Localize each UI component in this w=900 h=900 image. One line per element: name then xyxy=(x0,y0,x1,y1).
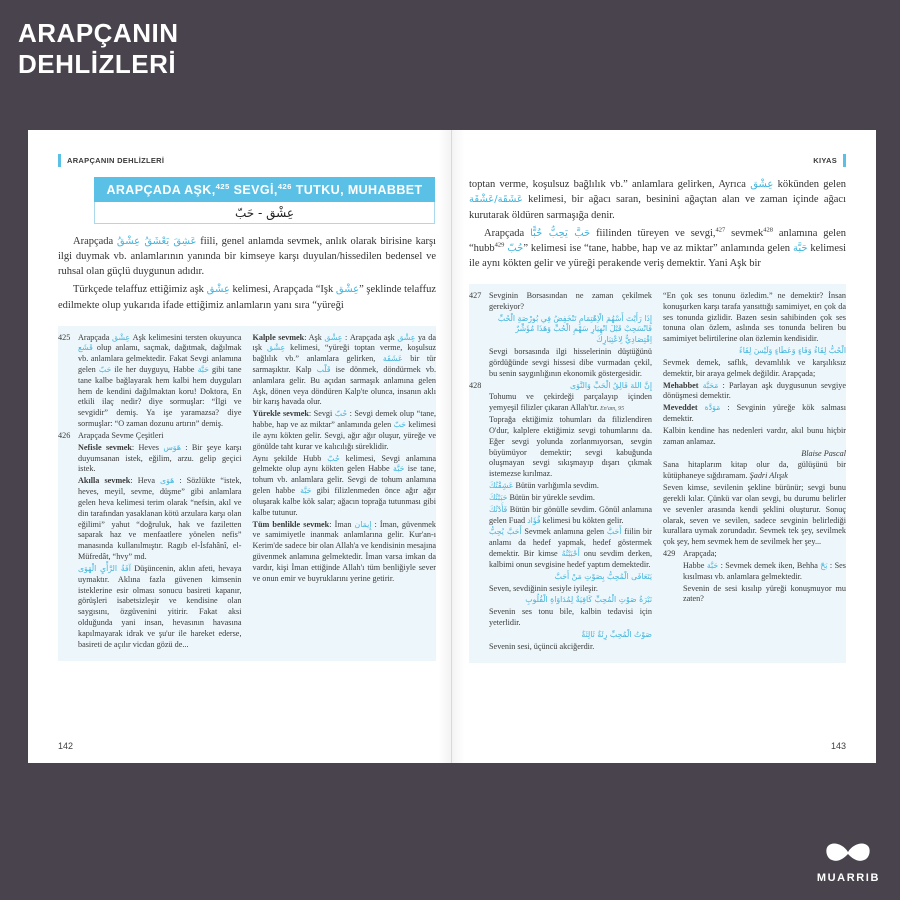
text-run: ” şeklinde telaffuz edilmekte olup yukarıda ifade ettiğimiz anlamların yanı sıra “yüreği xyxy=(58,284,436,311)
text-run: Seven, sevdiğinin sesiyle iyileşir. xyxy=(489,583,598,593)
chapter-banner-title xyxy=(94,177,435,202)
text-run: Meveddet xyxy=(663,403,705,413)
arabic-term: بَحّ xyxy=(820,560,828,570)
text-run: olup anlamı, saçmak, dağıtmak, dağılmak vb. anlamlara gelmektedir. Fakat Sevgi anlamına gelen xyxy=(78,343,242,374)
paragraph xyxy=(469,226,846,272)
text-run: : Bir şeye karşı duyumsanan istek, eğilim, arzu. gelip geçici istek. xyxy=(78,442,242,474)
text-run: kelimesi ile aynı kökten gelir ve yüreği perakende veriş demektir. Yani Aşk bir xyxy=(469,242,847,269)
footnotes-left xyxy=(58,326,436,661)
paragraph xyxy=(253,333,437,409)
book-spread xyxy=(28,130,876,763)
text-run: bir tür sarmaşıktır. Kalp xyxy=(252,354,436,374)
paragraph xyxy=(663,584,846,606)
footnote-number: 427 xyxy=(469,291,482,300)
arabic-term: حَبَّة xyxy=(300,486,312,496)
text-run: : Sevgi xyxy=(308,409,335,419)
text-run: : Aşk xyxy=(304,332,325,342)
text-run: Bütün varlığımla sevdim. xyxy=(513,481,599,491)
paragraph xyxy=(469,527,652,570)
chapter-banner xyxy=(94,177,435,224)
text-run: Kalple sevmek xyxy=(252,332,305,342)
arabic-term: إِنَّ اللهَ فَالِقُ الْحَبِّ وَالنَّوَى xyxy=(570,380,652,390)
text-run: Tohumu ve çekirdeği parçalayıp içinden yemyeşil filizler çıkaran Allah'tır. xyxy=(489,392,652,413)
text-run: anlamına gelen “hubb xyxy=(469,227,846,254)
muarrib-logo-icon xyxy=(825,842,871,866)
arabic-term: آفَةُ الرَّأْيِ الْهَوَى xyxy=(78,563,131,573)
page-number-left: 142 xyxy=(58,741,74,751)
arabic-term: صَوْتُ الْمُحِبِّ رِئَةٌ ثَالِثَةٌ xyxy=(581,629,652,639)
arabic-term: فُؤَاد xyxy=(527,515,541,525)
arabic-term: حَبَّة xyxy=(706,560,719,570)
text-run: Arapçada xyxy=(78,332,112,342)
arabic-term: عَشِقَ يَعْشَقُ عِشْقُ xyxy=(116,236,197,247)
paragraph xyxy=(58,282,436,312)
text-run: ya da ışk xyxy=(252,332,436,353)
text-run: : Arapçada aşk xyxy=(342,332,398,342)
text-run: Seven kimse, sevilenin şekline bürünür; sevgi bunu gerekli kılar. Çünkü var olan sevgi, bu durumu belirler ve sevenler arasında kendi şeklini oluşturur. Sonuç olarak, seven ve sevilen, sadece sevginin belirlediği kurallara uymak zorundadır. Sevmek tek şey, sevilmek çok şey, hem sevmek hem de sevilmek her şey... xyxy=(663,483,846,547)
footnote xyxy=(663,549,846,560)
paragraph xyxy=(663,561,846,583)
arabic-term: حَبّ xyxy=(98,364,112,374)
text-run: Habbe xyxy=(683,560,707,570)
paragraph xyxy=(469,347,652,379)
paragraph xyxy=(663,403,846,425)
paragraph xyxy=(663,449,846,460)
text-run: ise tane, tohum vb. anlamlara gelir. Sevgi de tohum anlamına gelen habbe xyxy=(252,464,437,496)
logo-wordmark: MUARRIB xyxy=(816,872,880,884)
paragraph xyxy=(469,415,652,480)
text-run: Düşüncenin, aklın afeti, hevaya uymaktır. Aklına fazla güvenen kimsenin isteklerine esir olması sonucu basireti kapanır, görüşleri isabetsizleşir ve kendisine olan saygısını, özgüvenini yitirir. Fakat aksi olduğunda yani insan, hevasının havasına kapılmayarak idrak ve şu'ur ile hareket ederse, basireti de açılır vicdan gözü de... xyxy=(78,563,242,649)
publisher-logo xyxy=(817,842,880,884)
text-run: 425 xyxy=(215,181,230,191)
body-text-left xyxy=(58,234,436,313)
text-run: Mehabbet xyxy=(663,380,703,390)
paragraph xyxy=(58,234,436,279)
text-run: Yürekle sevmek xyxy=(252,409,309,419)
text-run: Bütün bir gönülle sevdim. Gönül anlamına gelen Fuad xyxy=(489,504,652,525)
paragraph xyxy=(469,493,652,504)
paragraph xyxy=(58,564,242,651)
text-run: Sana hitaplarım kitap olur da, gülüşünü bir kütüphaneye sığdıramam. xyxy=(663,460,846,481)
text-run: kelimesi, “yüreği toptan verme, koşulsuz bağlılık vb.” anlamlara gelirken, xyxy=(252,343,436,364)
arabic-term: هَوَس xyxy=(163,442,181,452)
footnote-column-2 xyxy=(253,333,437,652)
text-run: : Ses kısılması vb. anlamlara gelmektedir. xyxy=(683,560,846,581)
arabic-term: نَبْرَةُ صَوْتِ الْمُحِبِّ كَافِيَةٌ لِمُدَاوَاةِ الْقُلُوبِ xyxy=(525,595,652,605)
text-run: Arapçada xyxy=(73,236,117,247)
footnote xyxy=(469,381,652,392)
paragraph xyxy=(469,481,652,492)
text-run: toptan verme, koşulsuz bağlılık vb.” anlamlara gelirken, Ayrıca xyxy=(469,179,751,190)
text-run: Sevgi borsasında ilgi hisselerinin düştüğünü gördüğünde sevgi hissesi dibe vurmadan çekil, bu senin saygınlığının ekonomik göstergesidir. xyxy=(489,347,652,378)
text-run: Blaise Pascal xyxy=(801,448,846,458)
text-run: En'am, 95 xyxy=(598,406,625,413)
arabic-term: عِشْق xyxy=(206,284,230,296)
text-run: kökünden gelen xyxy=(773,179,846,190)
footnote-number: 429 xyxy=(663,549,676,559)
arabic-term: حَبَّة xyxy=(393,464,405,474)
arabic-term: هَوَى xyxy=(160,476,175,486)
arabic-term: حَبَّة xyxy=(197,364,209,374)
arabic-term: قَشَع xyxy=(78,343,93,353)
paragraph xyxy=(663,483,846,548)
paragraph xyxy=(58,476,242,563)
paragraph xyxy=(469,595,652,606)
footnote-number: 425 xyxy=(58,332,71,342)
paragraph xyxy=(469,505,652,527)
footnote-column-1 xyxy=(469,291,652,654)
text-run: : Parlayan aşk duygusunun sevgiye dönüşmesi demektir. xyxy=(663,380,847,401)
header-accent-bar xyxy=(843,154,846,167)
text-run: Sevginin Borsasından ne zaman çekilmek gerekiyor? xyxy=(489,291,652,311)
text-run: Nefisle sevmek xyxy=(78,442,132,452)
text-run: Tüm benlikle sevmek xyxy=(252,519,330,529)
arabic-term: عِشْق xyxy=(111,332,131,342)
text-run: Bütün bir yürekle sevdim. xyxy=(507,492,595,502)
text-run: ile her duyguyu, Habbe xyxy=(111,364,198,374)
text-run: : Sevmek demek iken, Behha xyxy=(718,560,821,570)
text-run: Şadri Alışık xyxy=(749,471,788,481)
arabic-term: الْحُبُّ لِقَاءُ وَفَاءٍ وَعَطَاءٍ وَلَيْسَ لِقَاءً xyxy=(739,346,846,356)
arabic-term: عَشِقْتُكَ xyxy=(489,481,514,491)
footnote-column-1 xyxy=(58,333,242,652)
text-run: Kalbin kendine has nedenleri vardır, akıl bunu hiçbir zaman anlamaz. xyxy=(663,425,846,446)
text-run: Aşk kelimesini tersten okuyunca xyxy=(130,332,242,342)
arabic-term: مَحَبَّة xyxy=(702,380,719,390)
text-run: Aynı şekilde Hubb xyxy=(252,453,328,463)
text-run: 427 xyxy=(715,226,726,233)
text-run: 429 xyxy=(494,241,505,249)
text-run: Sevmek demek, saflık, devamlılık ve karşılıksız demektir, bir araya gelmek değildir. Arapçada; xyxy=(663,357,846,378)
text-run: : Sevginin yüreğe kök salması demektir. xyxy=(663,403,846,424)
text-run: sevmek xyxy=(725,227,764,239)
text-run: 428 xyxy=(763,226,773,233)
text-run: kelimesi, Sevgi anlamına gelmekte olup aynı kökten gelen Habbe xyxy=(252,453,436,474)
text-run: fiilinden türeyen ve sevgi, xyxy=(590,227,716,239)
viewer-title-line2: DEHLİZLERİ xyxy=(18,48,177,79)
arabic-term: يَتَعَافَى الْمُحِبُّ بِصَوْتِ مَنْ أَحَبَّ xyxy=(554,571,652,581)
arabic-term: قَلْب xyxy=(316,364,331,374)
arabic-term: عِشْق xyxy=(397,332,416,342)
arabic-term: حُبّ xyxy=(507,242,524,254)
arabic-term: فَأَدْتُكَ xyxy=(489,504,508,514)
paragraph xyxy=(663,291,846,345)
text-run: : İman, güvenmek ve samimiyetle inanmak anlamlarına gelir. Kur'an-ı Kerim'de sadece bir olan Allah'a ve kendisinin mesajına güvenmek anlamına gelmektedir. İman varsa imkan da vardır, kişi İman ettiğinde Allah'ı tüm benliğiyle sever ve onun emir ve buyruklarını yerine getirir. xyxy=(252,519,437,583)
arabic-term: حُبّ xyxy=(334,409,348,419)
arabic-term: إِيمَان xyxy=(354,519,372,529)
text-run: ise dönmek, döndürmek vb. anlamlara gelir. Bu açıdan sarmaşık anlamına gelen Aşk, dönen veya döndüren Kalp'te olunca, insanın aklı bir karış havada olur. xyxy=(252,364,437,407)
page-left xyxy=(28,130,452,763)
paragraph xyxy=(663,426,846,448)
text-run: gibi filizlenmeden önce ağır ağır oluşarak kalbe kök salar; ağacın toprağa tutunması gibi kalbe tutunur. xyxy=(252,486,436,517)
text-run: TUTKU, MUHABBET xyxy=(291,183,423,197)
arabic-term: عِشْق xyxy=(324,332,343,342)
arabic-term: إِذَا رَأَيْتَ أَسْهُمَ الْاِهْتِمَامِ تَنْخَفِضُ فِي بُورْصَةِ الْحُبِّ فَانْسَحِبْ قَبْلَ انْهِيَارِ سَهْمِ الْحُبِّ وَهَذَا مُؤَشِّرٌ اِقْتِصَادِيٌّ لِاعْتِبَارِكَ xyxy=(497,313,652,345)
header-accent-bar xyxy=(58,154,61,167)
paragraph xyxy=(253,409,437,452)
arabic-term: عِشْق xyxy=(267,343,286,353)
paragraph xyxy=(663,358,846,380)
arabic-term: حُبّ xyxy=(327,453,340,463)
text-run: Arapçada Sevme Çeşitleri xyxy=(78,430,164,440)
footnote xyxy=(469,291,652,313)
arabic-term: حَبّ xyxy=(393,420,406,430)
running-header-right xyxy=(469,154,846,167)
text-run: fiili, genel anlamda sevmek, anlık olarak birisine karşı ilgi duymak vb. anlamlarının yanında bir kimseye karşı duyulan/hissedilen bedensel ve ruhsal olan güçlü duygunun adıdır. xyxy=(58,236,436,278)
text-run: gibi tane tane kalbe bağlayarak hem kalbi hem duyguları hem de kendini dağılmaktan koru! Doktora, En etkili ilaç nedir? diye sormuşlar: “İlgi ve sevgidir” demiş. Ya işe yaramazsa? diye sormuşlar: “O zaman dozunu artırın” demiş. xyxy=(78,364,242,429)
text-run: onu sevdim derken, kalbimi onun sevgisine hedef yaptım demektedir. xyxy=(489,549,652,569)
arabic-term: عَشَقَة/عَشْقَة xyxy=(469,194,523,206)
text-run: “En çok ses tonunu özledim.” ne demektir? İnsan konuşurken karşı tarafa yansıttığı samimiyet, en çok da ses tonunda gizlidir. Bazen sesin sahibinden çok ses tonuna olan özlem, aslında ses tonunda beliren bu samimiyet belirtilerine olan özlemin kendisidir. xyxy=(663,291,846,344)
text-run: kelimesi ile aynı kökten gelir. Sevgi, ağır ağır oluşur, yüreğe ve gönülde taht kurar ve kalıcılığı süreklidir. xyxy=(252,420,436,451)
text-run: Sevmek anlamına gelen xyxy=(521,527,607,537)
text-run: 426 xyxy=(277,181,292,191)
text-run: : Heves xyxy=(131,442,164,452)
arabic-term: أَحَبَّ xyxy=(606,527,622,537)
paragraph xyxy=(469,607,652,629)
paragraph xyxy=(469,177,846,223)
paragraph xyxy=(469,584,652,595)
arabic-term: حَبَبْتُكَ xyxy=(489,492,508,502)
text-run: ” kelimesi ise “tane, habbe, hap ve az miktar” anlamında gelen xyxy=(523,242,793,254)
footnote xyxy=(58,333,242,430)
paragraph xyxy=(663,346,846,357)
text-run: Sevenin sesi, üçüncü akciğerdir. xyxy=(489,641,595,651)
footnote-number: 426 xyxy=(58,430,71,440)
text-run: Toprağa ektiğimiz tohumları da filizlendiren O'dur, kalplere ektiğimiz sevgi tohumlarını da. Eğer sevgi yolunda zorlanmıyorsan, sevgin büyümüyor demektir; sevgi kabuğunda oluşmayan sevgi sıkışmayıp dışarı çıkmak istemezse kırılmaz. xyxy=(489,415,652,479)
arabic-term: أَحَبَّ يُحِبُّ xyxy=(489,527,522,537)
footnote-number: 428 xyxy=(469,380,482,390)
paragraph xyxy=(58,443,242,475)
paragraph xyxy=(663,460,846,482)
text-run: SEVGİ, xyxy=(229,183,278,197)
arabic-term: مَوَدَّة xyxy=(704,403,721,413)
arabic-term: أَحْبَبْتُهُ xyxy=(561,549,580,559)
paragraph xyxy=(469,314,652,346)
running-header-left xyxy=(58,154,436,167)
viewer-title-line1: ARAPÇANIN xyxy=(18,18,179,48)
viewer-title xyxy=(18,18,179,79)
text-run: Arapçada xyxy=(484,227,531,239)
paragraph xyxy=(469,392,652,414)
running-header-label: ARAPÇANIN DEHLİZLERİ xyxy=(67,156,165,165)
paragraph xyxy=(253,520,437,585)
page-right xyxy=(452,130,876,763)
page-number-right: 143 xyxy=(830,741,846,751)
text-run: kelimesi, bir ağacı saran, besinini ağaçtan alan ve zaman içinde ağacı kurutarak öldüren sarmaşığa denir. xyxy=(469,194,846,221)
footnote xyxy=(58,431,242,442)
text-run: Sevenin ses tonu bile, kalbin tedavisi için yeterlidir. xyxy=(489,607,652,628)
text-run: : Sözlükte “istek, heves, meyil, sevme, düşme” gibi anlamlara gelen heva kelimesi terim olarak “nefsin, akıl ve din tarafından yasaklanan kötü arzulara karşı olan eğilimi” yahut “doğruluk, hak ve faziletten saparak haz ve menfaatlere yönelen nefis” manasında kullanılmıştır. Ragıb el-İsfahânî, el-Müfredât, “hvy” md. xyxy=(78,476,242,562)
chapter-banner-arabic: عِشْق - حَبّ xyxy=(94,202,435,224)
text-run: kelimesi bu kökten gelir. xyxy=(540,515,624,525)
arabic-term: حَبَّ يَحِبُّ حُبًّا xyxy=(530,227,591,239)
text-run: Sevenin de sesi kısılıp yüreği konuşmuyor mu zaten? xyxy=(683,583,846,604)
footnotes-right xyxy=(469,284,846,663)
text-run: : Heva xyxy=(130,476,161,486)
arabic-term: عِشْق xyxy=(335,284,360,296)
text-run: : İman xyxy=(329,519,355,529)
text-run: fiilin bir anlamı da hedef yapmak, hedef göstermek demektir. Bir kimse xyxy=(489,527,652,559)
footnote-column-2 xyxy=(663,291,846,654)
text-run: ARAPÇADA AŞK, xyxy=(106,183,216,197)
paragraph xyxy=(469,572,652,583)
text-run: Akılla sevmek xyxy=(78,476,131,486)
arabic-term: حَبَّة xyxy=(792,242,808,254)
text-run: kelimesi, Arapçada “Işk xyxy=(229,284,336,296)
text-run: Türkçede telaffuz ettiğimiz aşk xyxy=(73,284,207,296)
paragraph xyxy=(663,381,846,403)
running-header-label: KIYAS xyxy=(813,156,837,165)
paragraph xyxy=(253,454,437,519)
paragraph xyxy=(469,630,652,641)
text-run: : Sevgi demek olup “tane, habbe, hap ve az miktar” anlamında gelen xyxy=(252,409,436,430)
arabic-term: عَشَقَة xyxy=(382,354,403,364)
arabic-term: عِشْق xyxy=(750,179,774,190)
text-run: Arapçada; xyxy=(683,549,717,559)
body-text-right xyxy=(469,177,846,271)
paragraph xyxy=(469,642,652,653)
